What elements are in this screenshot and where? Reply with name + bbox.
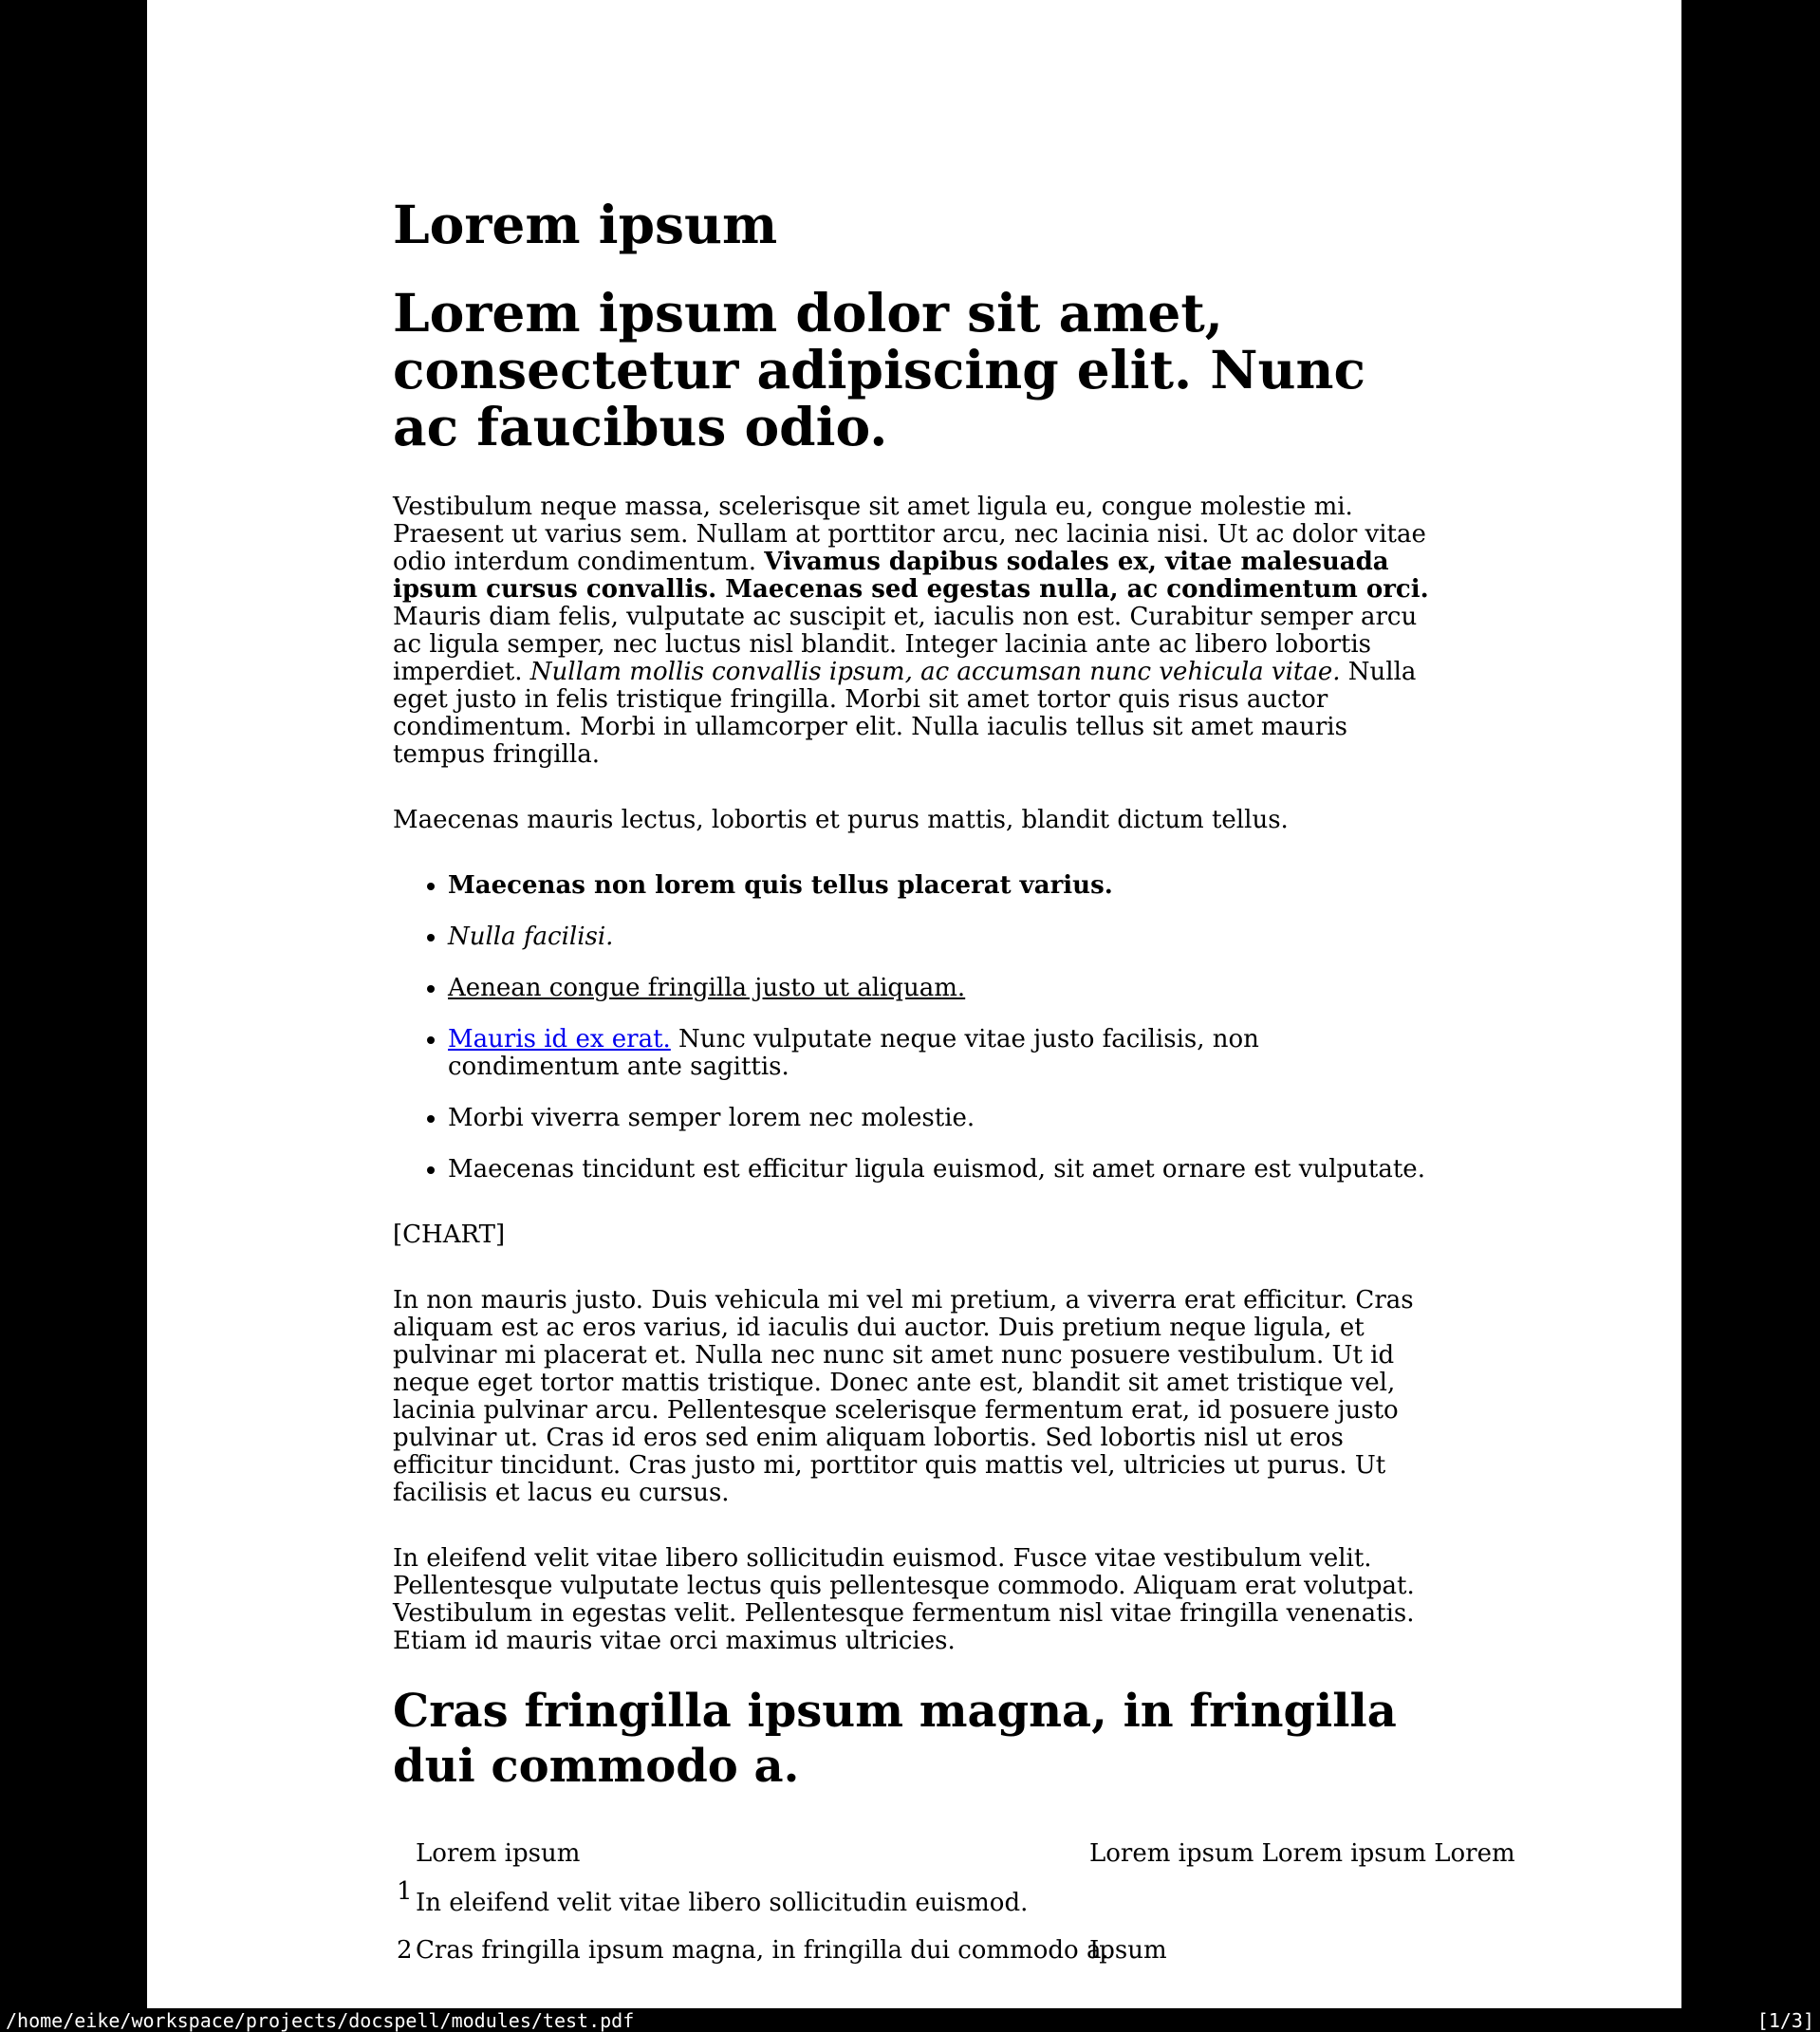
- paragraph-3: In non mauris justo. Duis vehicula mi vel mi pretium, a viverra erat efficitur. Cras aliquam est ac eros varius, id iaculis dui auctor. Duis pretium neque ligula, et pulvinar mi placerat et. Nulla nec nunc sit amet nunc posuere vestibulum. Ut id neque eget tortor mattis tristique. Donec ante est, blandit sit amet tristique vel, lacinia pulvinar arcu. Pellentesque scelerisque fermentum erat, id posuere justo pulvinar ut. Cras id eros sed enim aliquam lobortis. Sed lobortis nisl ut eros efficitur tincidunt. Cras justo mi, porttitor quis mattis vel, ultricies ut purus. Ut facilisis et lacus eu cursus.: [393, 1286, 1414, 1507]
- doc-title: Lorem ipsum: [393, 194, 778, 255]
- paragraph-1-text: Mauris diam felis, vulputate ac suscipit et, iaculis non est. Curabitur semper arcu ac ligula semper, nec luctus nisl blandit. Integer lacinia ante ac libero lobortis imperdiet.: [393, 603, 1418, 686]
- list-item: [448, 1156, 1432, 1184]
- status-bar: [0, 2008, 1820, 2032]
- list-item: [448, 872, 1432, 900]
- paragraph-1-text: Nulla eget justo in felis tristique fringilla. Morbi sit amet tortor quis risus auctor condimentum. Morbi in ullamcorper elit. Nulla iaculis tellus sit amet mauris tempus fringilla.: [393, 658, 1417, 769]
- table-row-cell: Cras fringilla ipsum magna, in fringilla dui commodo a.: [416, 1936, 1109, 1965]
- paragraph-1-italic: Nullam mollis convallis ipsum, ac accumsan nunc vehicula vitae.: [529, 658, 1341, 686]
- paragraph-1-bold: Vivamus dapibus sodales ex, vitae malesuada ipsum cursus convallis. Maecenas sed egestas nulla, ac condimentum orci.: [393, 548, 1429, 604]
- file-path: /home/eike/workspace/projects/docspell/modules/test.pdf: [6, 2008, 635, 2032]
- table-row-number: 2: [397, 1936, 413, 1965]
- page-indicator: [1/3]: [1756, 2008, 1814, 2032]
- list-item: [448, 975, 1432, 1002]
- table-row-cell: Ipsum: [1089, 1936, 1167, 1965]
- table-header-spacer: [393, 1837, 416, 1870]
- doc-subtitle: Lorem ipsum dolor sit amet, consectetur adipiscing elit. Nunc ac faucibus odio.: [393, 282, 1366, 457]
- list-item: [448, 923, 1432, 951]
- hyperlink[interactable]: Mauris id ex erat.: [448, 1025, 671, 1053]
- paragraph-4: In eleifend velit vitae libero sollicitudin euismod. Fusce vitae vestibulum velit. Pellentesque vulputate lectus quis pellentesque commodo. Aliquam erat volutpat. Vestibulum in egestas velit. Pellentesque fermentum nisl vitae fringilla venenatis. Etiam id mauris vitae orci maximus ultricies.: [393, 1544, 1415, 1655]
- underlined-link[interactable]: Aenean congue fringilla justo ut aliquam.: [448, 974, 966, 1002]
- list-item: [448, 1026, 1432, 1081]
- doc-table: [393, 1837, 1515, 1965]
- chart-placeholder: [CHART]: [393, 1221, 506, 1249]
- list-item-bold: Maecenas non lorem quis tellus placerat varius.: [448, 871, 1113, 900]
- list-item-text: Maecenas tincidunt est efficitur ligula euismod, sit amet ornare est vulputate.: [448, 1155, 1425, 1184]
- section-heading: Cras fringilla ipsum magna, in fringilla dui commodo a.: [393, 1685, 1397, 1793]
- paragraph-1: [393, 494, 1432, 769]
- table-header-col2: Lorem ipsum Lorem ipsum Lorem: [1089, 1839, 1515, 1868]
- table-row-number: 1: [397, 1877, 413, 1906]
- paragraph-1-text: Vestibulum neque massa, scelerisque sit amet ligula eu, congue molestie mi. Praesent ut varius sem. Nullam at porttitor arcu, nec lacinia nisi. Ut ac dolor vitae odio interdum condimentum.: [393, 493, 1426, 576]
- list-item-italic: Nulla facilisi.: [448, 923, 614, 951]
- list-item: [448, 1105, 1432, 1132]
- list-item-text: Nunc vulputate neque vitae justo facilisis, non condimentum ante sagittis.: [448, 1025, 1259, 1081]
- table-header-col1: Lorem ipsum: [416, 1839, 581, 1868]
- table-row-cell: In eleifend velit vitae libero sollicitudin euismod.: [416, 1889, 1029, 1917]
- bullet-list: [393, 872, 1432, 1184]
- document-content: [393, 0, 1515, 1965]
- pdf-page: [147, 0, 1681, 2008]
- paragraph-2: Maecenas mauris lectus, lobortis et purus mattis, blandit dictum tellus.: [393, 806, 1289, 834]
- list-item-text: Morbi viverra semper lorem nec molestie.: [448, 1104, 975, 1132]
